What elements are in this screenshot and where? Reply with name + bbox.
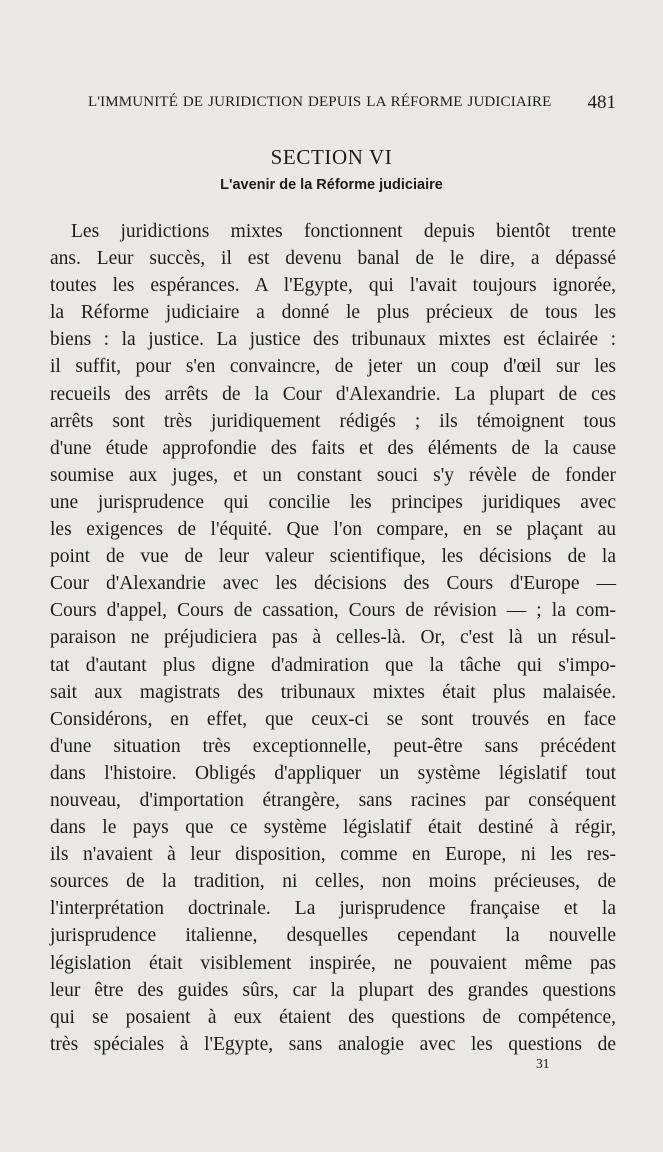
text-line: Cour d'Alexandrie avec les décisions des Cours d'Europe — [50, 573, 616, 595]
text-line: l'interprétation doctrinale. La jurisprudence française et la [50, 898, 616, 920]
signature-mark: 31 [536, 1056, 550, 1071]
text-line: jurisprudence italienne, desquelles cependant la nouvelle [50, 925, 616, 947]
text-line: les exigences de l'équité. Que l'on compare, en se plaçant au [50, 519, 616, 541]
text-line: point de vue de leur valeur scientifique, les décisions de la [50, 546, 616, 568]
text-line: la Réforme judiciaire a donné le plus précieux de tous les [50, 302, 616, 324]
text-line: leur être des guides sûrs, car la plupart des grandes questions [50, 979, 616, 1001]
text-line: d'une situation très exceptionnelle, peut-être sans précédent [50, 735, 616, 757]
text-line: il suffit, pour s'en convaincre, de jeter un coup d'œil sur les [50, 356, 616, 378]
text-line: sait aux magistrats des tribunaux mixtes était plus malaisée. [50, 681, 616, 703]
text-line: dans l'histoire. Obligés d'appliquer un système législatif tout [50, 762, 616, 784]
text-line: Les juridictions mixtes fonctionnent depuis bientôt trente [71, 221, 616, 242]
running-title: L'IMMUNITÉ DE JURIDICTION DEPUIS LA RÉFORME JUDICIAIRE [88, 94, 552, 110]
text-line: arrêts sont très juridiquement rédigés ; ils témoignent tous [50, 410, 616, 432]
text-line: biens : la justice. La justice des tribunaux mixtes est éclairée : [50, 329, 616, 351]
body-paragraph [50, 218, 616, 1058]
text-line: d'une étude approfondie des faits et des éléments de la cause [50, 437, 616, 459]
text-line: tat d'autant plus digne d'admiration que la tâche qui s'impo- [50, 654, 616, 676]
page-number: 481 [587, 92, 616, 113]
text-line: Cours d'appel, Cours de cassation, Cours de révision — ; la com- [50, 600, 616, 622]
text-line: une jurisprudence qui concilie les principes juridiques avec [50, 491, 616, 513]
text-line: nouveau, d'importation étrangère, sans racines par conséquent [50, 789, 616, 811]
section-title: SECTION VI [270, 145, 393, 169]
text-line: ans. Leur succès, il est devenu banal de le dire, a dépassé [50, 248, 616, 270]
section-subtitle: L'avenir de la Réforme judiciaire [220, 177, 443, 193]
text-line: qui se posaient à eux étaient des questions de compétence, [50, 1006, 616, 1028]
text-line: dans le pays que ce système législatif était destiné à régir, [50, 817, 616, 839]
text-line: Considérons, en effet, que ceux-ci se sont trouvés en face [50, 708, 616, 730]
text-line: soumise aux juges, et un constant souci s'y révèle de fonder [50, 464, 616, 486]
text-line: toutes les espérances. A l'Egypte, qui l'avait toujours ignorée, [50, 275, 616, 297]
text-line: sources de la tradition, ni celles, non moins précieuses, de [50, 871, 616, 893]
text-line: recueils des arrêts de la Cour d'Alexandrie. La plupart de ces [50, 383, 616, 405]
text-line: très spéciales à l'Egypte, sans analogie avec les questions de [50, 1033, 616, 1055]
text-line: législation était visiblement inspirée, ne pouvaient même pas [50, 952, 616, 974]
text-line: paraison ne préjudiciera pas à celles-là. Or, c'est là un résul- [50, 627, 616, 649]
text-line: ils n'avaient à leur disposition, comme en Europe, ni les res- [50, 844, 616, 866]
running-head [88, 92, 616, 116]
